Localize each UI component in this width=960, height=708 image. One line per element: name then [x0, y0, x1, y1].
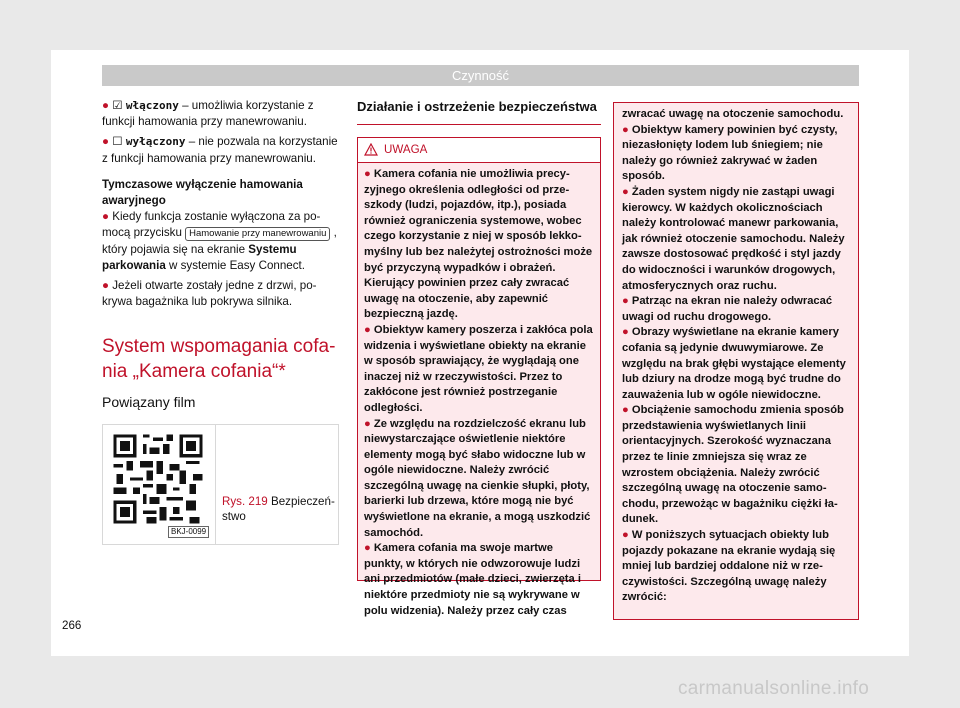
bullet-icon: ●: [102, 279, 110, 293]
watermark: carmanualsonline.info: [678, 678, 870, 699]
list-item: [622, 123, 850, 185]
list-text: Ze względu na rozdzielczość ekranu lub niewystarczające oświetlenie niektóre elementy mogą być słabo widoczne lub w ogóle niewidoczne. Należy zwrócić szczególną uwagę na cienkie słupki, płoty, barierki lub drzewa, które mogą nie być wyświetlone na ekranie, a mogą uszkodzić samochód.: [364, 417, 591, 539]
figure-title: Bezpieczeństwo: [222, 494, 335, 524]
bullet-icon: ●: [102, 135, 110, 149]
parking-brake-button-label: Hamowanie przy manewrowaniu: [185, 227, 330, 241]
subheading: Tymczasowe wyłączenie hamowania awaryjnego: [102, 177, 303, 208]
list-text: Obciążenie samochodu zmienia sposób przedstawienia wyświetlanych linii orientacyjnych. Szerokość wyznaczana przez te linie zmniejsza się wraz ze wzrostem obciążenia. Należy zwrócić szczególną uwagę na otoczenie samochodu, przewożąc w bagażniku ciężki ładunek.: [622, 404, 844, 526]
list-item: [364, 167, 594, 323]
list-text: Obrazy wyświetlane na ekranie kamery cofania są jedynie dwuwymiarowe. Ze względu na brak głębi wystające elementy lub dziury na drodze mogą być trudne do zauważenia lub w ogóle niewidoczne.: [622, 326, 846, 401]
list-text-bold: Systemu parkowania: [102, 242, 297, 272]
list-text: Patrząc na ekran nie należy odwracać uwagi od ruchu drogowego.: [622, 295, 833, 323]
list-item: [622, 403, 850, 528]
bullet-icon: ●: [364, 323, 371, 336]
list-item: [622, 528, 850, 606]
option-on-text: – umożliwia korzystanie z funkcji hamowania przy manewrowaniu.: [102, 99, 314, 129]
list-item: [364, 417, 594, 542]
bullet-icon: ●: [102, 210, 110, 224]
divider: [215, 425, 216, 544]
list-text: w systemie Easy Connect.: [165, 258, 305, 272]
bullet-icon: ●: [364, 542, 371, 555]
figure-caption: [222, 494, 338, 525]
bullet-icon: ●: [622, 326, 629, 339]
list-item: [102, 209, 339, 274]
list-text: Kiedy funkcja zostanie wyłączona za pomocą przycisku: [102, 210, 321, 240]
list-text: Obiektyw kamery powinien być czysty, niezasłonięty lodem lub śniegiem; nie należy go również zakrywać w żaden sposób.: [622, 123, 838, 183]
section-title: System wspomagania cofania „Kamera cofania“*: [102, 336, 336, 383]
list-text: Kamera cofania nie umożliwia precyzyjnego określenia odległości od przeszkody (ludzi, pojazdów, itp.), posiada również ograniczenia systemowe, wobec czego korzystanie z niej w sposób lekkomyślny lub bez należytej ostrożności może być przyczyną wypadków i obrażeń. Kierujący powinien przez cały zwracać uwagę na otoczenie, aby zapewnić bezpieczną jazdę.: [364, 168, 593, 321]
column-middle: [357, 98, 601, 617]
list-text: Jeżeli otwarte zostały jedne z drzwi, pokrywa bagażnika lub pokrywa silnika.: [102, 279, 317, 309]
section-heading: Działanie i ostrzeżenie bezpieczeństwa: [357, 99, 597, 114]
bullet-icon: ●: [622, 123, 629, 136]
list-item: [102, 134, 339, 166]
checkbox-empty-icon: ☐: [112, 135, 123, 149]
bullet-icon: ●: [364, 417, 371, 430]
qr-code-label: BKJ-0099: [168, 526, 209, 538]
list-item: [622, 185, 850, 294]
option-off-label: wyłączony: [125, 135, 186, 149]
list-text: W poniższych sytuacjach obiekty lub pojazdy pokazane na ekranie wydają się mniej lub bardziej oddalone niż w rzeczywistości. Szczególną uwagę należy zwrócić:: [622, 529, 836, 604]
section-divider: [357, 124, 601, 125]
warning-triangle-icon: [364, 143, 378, 156]
film-title: Powiązany film: [102, 394, 196, 411]
warning-box: [357, 137, 601, 617]
list-item: [102, 98, 339, 130]
bullet-icon: ●: [622, 404, 629, 417]
list-text: zwracać uwagę na otoczenie samochodu.: [622, 108, 844, 120]
list-item: [364, 323, 594, 417]
bullet-icon: ●: [622, 295, 629, 308]
list-text: , który pojawia się na ekranie: [102, 226, 337, 256]
bullet-icon: ●: [622, 185, 629, 198]
page-number: 266: [62, 619, 82, 632]
qr-code-icon[interactable]: [110, 431, 206, 527]
page-header: Czynność: [102, 65, 859, 86]
checkbox-checked-icon: ☑: [112, 99, 123, 112]
list-text: Kamera cofania ma swoje martwe punkty, w których nie odwzorowuje ludzi ani przedmiotów (małe dzieci, zwierzęta i niektóre przedmioty nie są wykrywane w polu widzenia). Należy przez cały czas: [364, 542, 581, 617]
figure-number: Rys. 219: [222, 494, 268, 508]
bullet-icon: ●: [622, 529, 629, 542]
warning-box-continued: [613, 102, 859, 620]
option-off-text: – nie pozwala na korzystanie z funkcji hamowania przy manewrowaniu.: [102, 135, 338, 165]
column-right: [613, 98, 859, 620]
warning-label: UWAGA: [384, 143, 428, 156]
list-item: [364, 541, 594, 619]
video-figure: [102, 424, 339, 545]
list-text: Żaden system nigdy nie zastąpi uwagi kierowcy. W każdych okolicznościach należy kontrolować manewr parkowania, jak również otoczenie samochodu. Należy zawsze dostosować prędkość i styl jazdy do widoczności i warunków drogowych, atmosferycznych oraz ruchu.: [622, 185, 845, 292]
list-item: [622, 325, 850, 403]
option-on-label: włączony: [125, 99, 179, 112]
warning-header: [358, 138, 600, 163]
bullet-icon: ●: [364, 168, 371, 180]
warning-list: [364, 167, 594, 619]
list-item: [102, 278, 339, 310]
list-text: Obiektyw kamery poszerza i zakłóca pola widzenia i wyświetlane obiekty na ekranie w sposób sprawiający, że wyglądają one inaczej niż w rzeczywistości. Przez to zakłócone jest również postrzeganie odległości.: [364, 323, 593, 414]
column-left: [102, 98, 339, 545]
list-item: [622, 294, 850, 325]
bullet-icon: ●: [102, 99, 110, 112]
